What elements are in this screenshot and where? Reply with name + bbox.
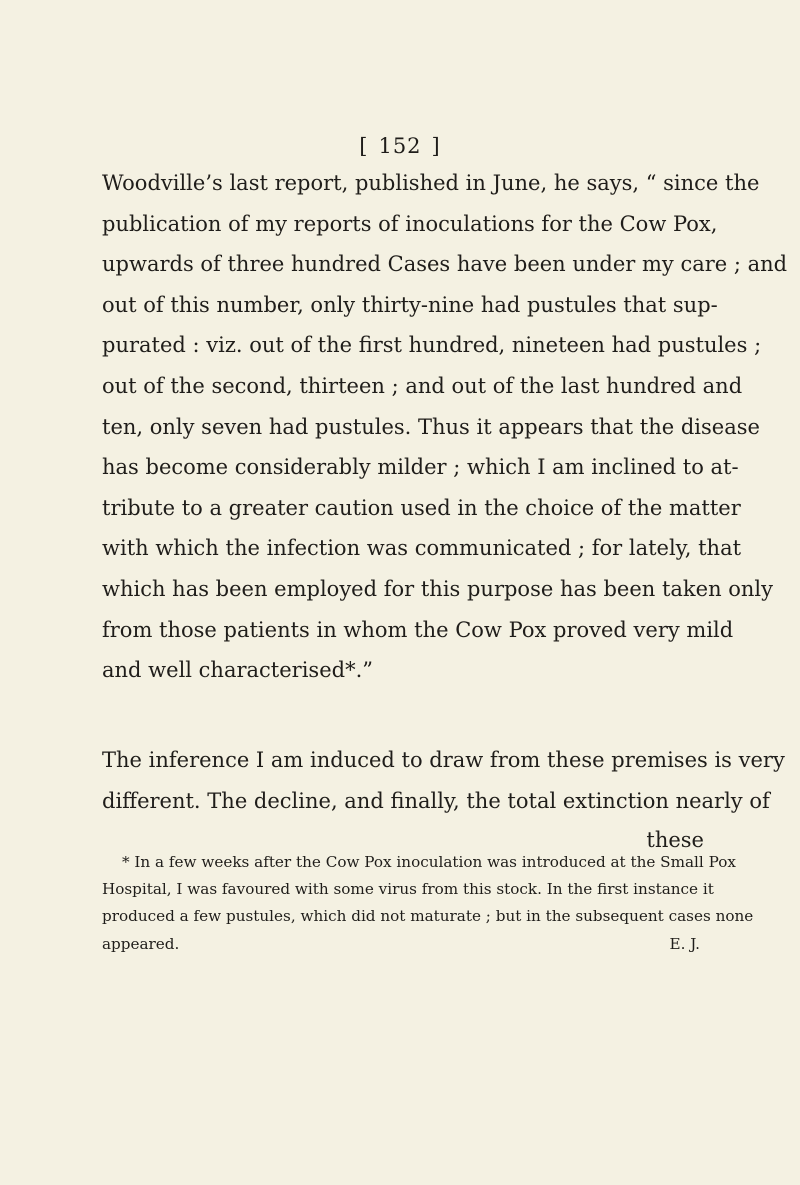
catchword: these — [646, 828, 704, 852]
footnote-line: * In a few weeks after the Cow Pox inoculation was introduced at the Small Pox — [122, 853, 736, 871]
page-number — [0, 134, 800, 158]
page-number-open-bracket: [ — [359, 134, 369, 158]
text-line: with which the infection was communicated ; for lately, that — [102, 536, 742, 561]
text-line: Woodville’s last report, published in June, he says, “ since the — [102, 171, 760, 195]
paragraph-inference — [102, 740, 785, 821]
footnote-last-row — [102, 931, 706, 958]
text-line: has become considerably milder ; which I am inclined to at- — [102, 455, 739, 480]
text-line: publication of my reports of inoculations for the Cow Pox, — [102, 211, 718, 236]
text-line: purated : viz. out of the first hundred, nineteen had pustules ; — [102, 333, 762, 358]
text-line: out of this number, only thirty-nine had pustules that sup- — [102, 292, 718, 317]
page-number-value: 152 — [378, 134, 422, 158]
text-line: from those patients in whom the Cow Pox proved very mild — [102, 617, 734, 642]
paragraph-woodville-quote — [102, 163, 788, 691]
footnote-line: produced a few pustules, which did not maturate ; but in the subsequent cases none — [102, 907, 754, 926]
text-line: which has been employed for this purpose has been taken only — [102, 576, 774, 601]
text-line: upwards of three hundred Cases have been under my care ; and — [102, 252, 788, 277]
footnote-line: appeared. — [102, 934, 180, 953]
text-line: out of the second, thirteen ; and out of the last hundred and — [102, 373, 743, 398]
footnote-line: Hospital, I was favoured with some virus from this stock. In the first instance it — [102, 880, 714, 899]
page-number-close-bracket: ] — [431, 134, 441, 158]
text-line: and well characterised*.” — [102, 658, 373, 683]
text-line: ten, only seven had pustules. Thus it appears that the disease — [102, 414, 760, 439]
text-line: The inference I am induced to draw from these premises is very — [102, 748, 785, 772]
text-line: different. The decline, and finally, the total extinction nearly of — [102, 788, 770, 813]
footnote — [102, 849, 754, 958]
footnote-signature: E. J. — [669, 934, 700, 953]
text-line: tribute to a greater caution used in the choice of the matter — [102, 495, 741, 520]
